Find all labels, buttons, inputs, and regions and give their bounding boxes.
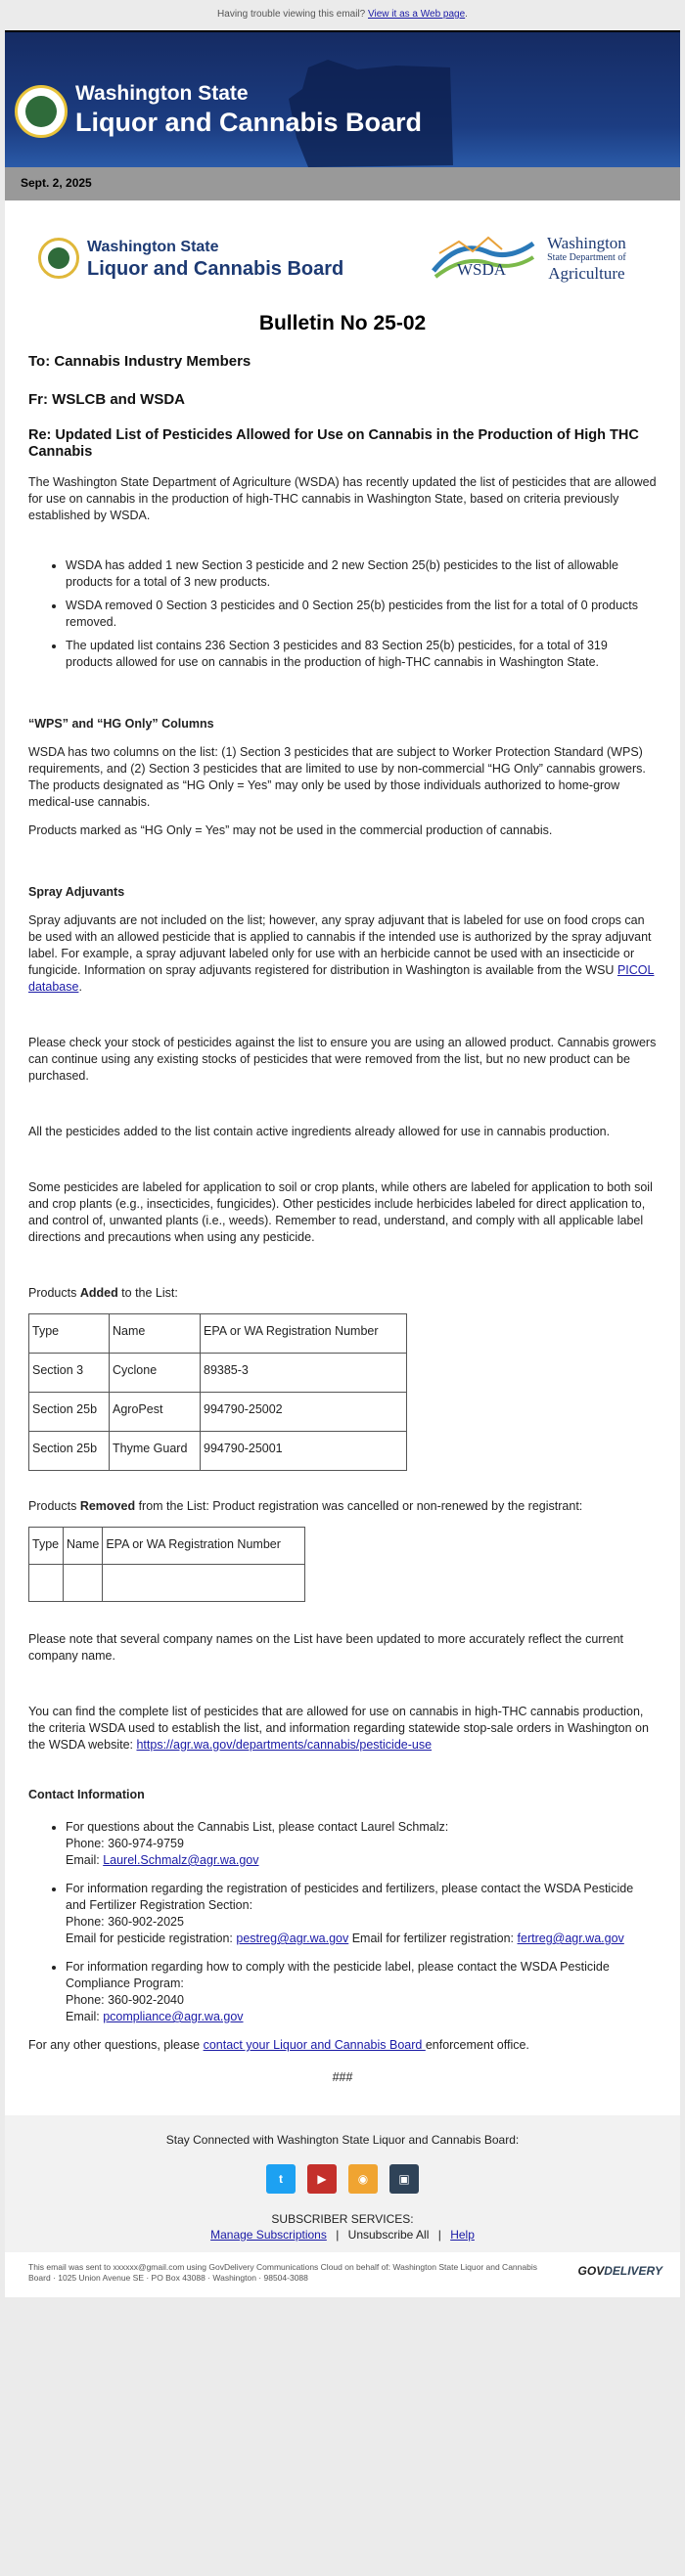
table-row [29,1393,407,1432]
spray-period: . [78,980,82,994]
table-header-row [29,1528,305,1565]
contact-email2-label: Email for fertilizer registration: [348,1932,518,1945]
wsda-logo [430,234,664,292]
twitter-icon[interactable]: t [266,2164,296,2194]
table-header-cell: Name [64,1528,103,1565]
social-icons [5,2164,680,2194]
govdelivery-logo [578,2266,662,2277]
other-questions-paragraph [28,2037,657,2054]
stay-connected [5,2115,680,2252]
manage-subscriptions-link[interactable]: Manage Subscriptions [210,2228,327,2242]
hero-title-line1: Washington State [75,82,249,105]
contact-phone: Phone: 360-902-2025 [66,1915,184,1929]
added-products-table [28,1313,407,1471]
contact-item [66,1881,657,1947]
table-cell: Thyme Guard [110,1432,201,1471]
table-cell: 994790-25002 [201,1393,407,1432]
bulletin-content [5,200,680,2115]
end-marks: ### [332,2070,353,2084]
stay-connected-title: Stay Connected with Washington State Liquor and Cannabis Board: [165,2133,520,2147]
contact-list [28,1819,657,2025]
company-names-paragraph: Please note that several company names on the List have been updated to more accurately reflect the current company name. [28,1632,623,1663]
date-bar [5,167,680,200]
check-stock-paragraph: Please check your stock of pesticides against the list to ensure you are using an allowed product. Cannabis growers can continue using any existing stocks of pesticides that were removed from the list, but no new product can be purchased. [28,1036,657,1083]
contact-item [66,1959,657,2025]
contact-email-link[interactable]: Laurel.Schmalz@agr.wa.gov [103,1853,259,1867]
spray-heading: Spray Adjuvants [28,885,125,899]
preheader-text: Having trouble viewing this email? [217,9,366,20]
table-header-cell: Name [110,1314,201,1354]
bulletin-title: Bulletin No 25-02 [258,312,427,334]
table-header-cell: Type [29,1528,64,1565]
contact-phone: Phone: 360-902-2040 [66,1993,184,2007]
govdelivery-icon[interactable]: ▣ [389,2164,419,2194]
table-row [29,1432,407,1471]
subject-line: Re: Updated List of Pesticides Allowed for Use on Cannabis in the Production of High THC Cannabis [28,427,639,460]
hero-banner [5,30,680,167]
to-line: To: Cannabis Industry Members [28,353,251,370]
table-header-cell: Type [29,1314,110,1354]
email-footer [5,2252,680,2297]
unsubscribe-all-link[interactable]: Unsubscribe All [347,2228,430,2242]
email-body [5,30,680,2252]
wps-paragraph: WSDA has two columns on the list: (1) Section 3 pesticides that are subject to Worker Protection Standard (WPS) requirements, and (2) Section 3 pesticides that are limited to use by non-commercial “HG Only” cannabis growers. The products designated as “HG Only = Yes” may only be used by those individuals authorized to home-grow medical-use cannabis. [28,745,646,809]
contact-item [66,1819,657,1869]
enforcement-office-link[interactable]: contact your Liquor and Cannabis Board [203,2038,426,2052]
other-questions-post: enforcement office. [425,2038,529,2052]
table-cell: Section 25b [29,1432,110,1471]
hero-title-line2: Liquor and Cannabis Board [75,108,423,137]
contact-phone: Phone: 360-974-9759 [66,1837,184,1850]
added-caption-post: to the List: [117,1286,178,1300]
govdelivery-logo-b: DELIVERY [604,2264,662,2278]
contact-heading: Contact Information [28,1788,145,1801]
wsda-logo-line2: State Department of [547,252,626,263]
added-caption-bold: Added [79,1286,118,1300]
rss-icon[interactable]: ◉ [348,2164,378,2194]
table-header-cell: EPA or WA Registration Number [201,1314,407,1354]
wsda-mark-text: WSDA [457,260,507,279]
removed-caption-bold: Removed [79,1499,136,1513]
spray-paragraph [28,912,657,996]
table-cell: Section 3 [29,1354,110,1393]
removed-caption-pre: Products [28,1499,80,1513]
table-header-cell: EPA or WA Registration Number [103,1528,305,1565]
spray-text: Spray adjuvants are not included on the list; however, any spray adjuvant that is labeled for use on food crops can be used with an allowed pesticide that is applied to cannabis if the intended use is authorized by the spray adjuvant label. For example, a spray adjuvant labeled only for use with an herbicide cannot be used with an insecticide or fungicide. Information on spray adjuvants registered for distribution in Washington is available from the WSU [28,913,652,977]
find-list-paragraph [28,1704,657,1754]
added-caption-pre: Products [28,1286,80,1300]
label-paragraph: Some pesticides are labeled for application to soil or crop plants, while others are labeled for application to both soil and crop plants (e.g., insecticides, fungicides). Other pesticides include herbicides labeled for direct application to, and control of, unwanted plants (i.e., weeds). Remember to read, understand, and comply with all applicable label directions and precautions when using any pesticide. [28,1180,653,1244]
separator: | [437,2228,441,2242]
wsda-logo-line3: Agriculture [548,264,625,283]
from-line: Fr: WSLCB and WSDA [28,391,185,408]
table-row [29,1565,305,1602]
contact-email-label: Email: [66,2010,104,2023]
contact-lead: • For information regarding the registration of pesticides and fertilizers, please contact the WSDA Pesticide and Fertilizer Registration Section: [66,1882,634,1912]
table-cell: 89385-3 [201,1354,407,1393]
contact-email-line [66,1931,657,1947]
contact-email-label: Email: [66,1853,104,1867]
added-caption [28,1285,657,1302]
contact-email-line [66,2009,657,2025]
logo-row [28,216,657,299]
contact-lead: • For questions about the Cannabis List, please contact Laurel Schmalz: [66,1820,449,1834]
table-cell: Section 25b [29,1393,110,1432]
table-row [29,1354,407,1393]
subscriber-services-label: SUBSCRIBER SERVICES: [271,2212,414,2226]
other-questions-pre: For any other questions, please [28,2038,204,2052]
state-seal-icon [15,85,68,138]
pcompliance-email-link[interactable]: pcompliance@agr.wa.gov [103,2010,244,2023]
table-header-row [29,1314,407,1354]
wps-heading: “WPS” and “HG Only” Columns [28,717,214,731]
find-list-text: You can find the complete list of pesticides that are allowed for use on cannabis in high-THC cannabis production, the criteria WSDA used to establish the list, and information regarding statewide stop-sale orders in Washington on the WSDA website: [28,1705,649,1752]
summary-item: • WSDA has added 1 new Section 3 pesticide and 2 new Section 25(b) pesticides to the list of allowable products for a total of 3 new products. [66,557,657,591]
bulletin-date: Sept. 2, 2025 [21,176,92,190]
youtube-icon[interactable]: ▶ [307,2164,337,2194]
web-version-link[interactable]: View it as a Web page [368,9,466,20]
lcb-seal-icon [38,238,79,279]
wsda-mountain-icon [430,234,537,289]
removed-caption-post: from the List: Product registration was cancelled or non-renewed by the registrant: [135,1499,583,1513]
hero-title [75,81,422,138]
subscriber-services [5,2211,680,2243]
help-link[interactable]: Help [450,2228,475,2242]
lcb-logo-line2: Liquor and Cannabis Board [87,258,344,280]
contact-email-label: Email for pesticide registration: [66,1932,237,1945]
intro-paragraph: The Washington State Department of Agriculture (WSDA) has recently updated the list of pesticides that are allowed for use on cannabis in the production of high-THC cannabis in Washington State, based on criteria previously established by WSDA. [28,475,657,522]
table-cell [103,1565,305,1602]
separator: | [336,2228,340,2242]
wsda-logo-line1: Washington [547,234,626,252]
removed-products-table [28,1527,305,1602]
summary-item: • The updated list contains 236 Section 3 pesticides and 83 Section 25(b) pesticides, for a total of 319 products allowed for use on cannabis in the production of high-THC cannabis in Washington State. [66,638,657,671]
pestreg-email-link[interactable]: pestreg@agr.wa.gov [236,1932,349,1945]
removed-caption [28,1498,657,1515]
wsda-pesticide-link[interactable]: https://agr.wa.gov/departments/cannabis/pesticide-use [136,1738,433,1752]
preheader: Having trouble viewing this email? View it as a Web page. [217,9,468,20]
picol-link[interactable]: PICOL database [28,963,655,994]
table-cell: 994790-25001 [201,1432,407,1471]
table-cell: AgroPest [110,1393,201,1432]
table-cell: Cyclone [110,1354,201,1393]
table-cell [29,1565,64,1602]
summary-list [28,557,657,671]
contact-email-line [66,1852,657,1869]
fertreg-email-link[interactable]: fertreg@agr.wa.gov [517,1932,624,1945]
table-cell [64,1565,103,1602]
govdelivery-logo-a: GOV [577,2264,605,2278]
footer-text: This email was sent to xxxxxx@gmail.com using GovDelivery Communications Cloud on behalf of: Washington State Liquor and Cannabis Board · 1025 Union Avenue SE · PO Box 43088 · Washington · 98504-3088 [28,2262,537,2283]
lcb-logo-line1: Washington State [87,239,219,255]
summary-item: • WSDA removed 0 Section 3 pesticides and 0 Section 25(b) pesticides from the list for a total of 0 products removed. [66,598,657,631]
hg-only-paragraph: Products marked as “HG Only = Yes” may not be used in the commercial production of cannabis. [28,823,553,837]
active-ingredients-paragraph: All the pesticides added to the list contain active ingredients already allowed for use in cannabis production. [28,1125,611,1138]
contact-lead: • For information regarding how to comply with the pesticide label, please contact the WSDA Pesticide Compliance Program: [66,1960,610,1990]
